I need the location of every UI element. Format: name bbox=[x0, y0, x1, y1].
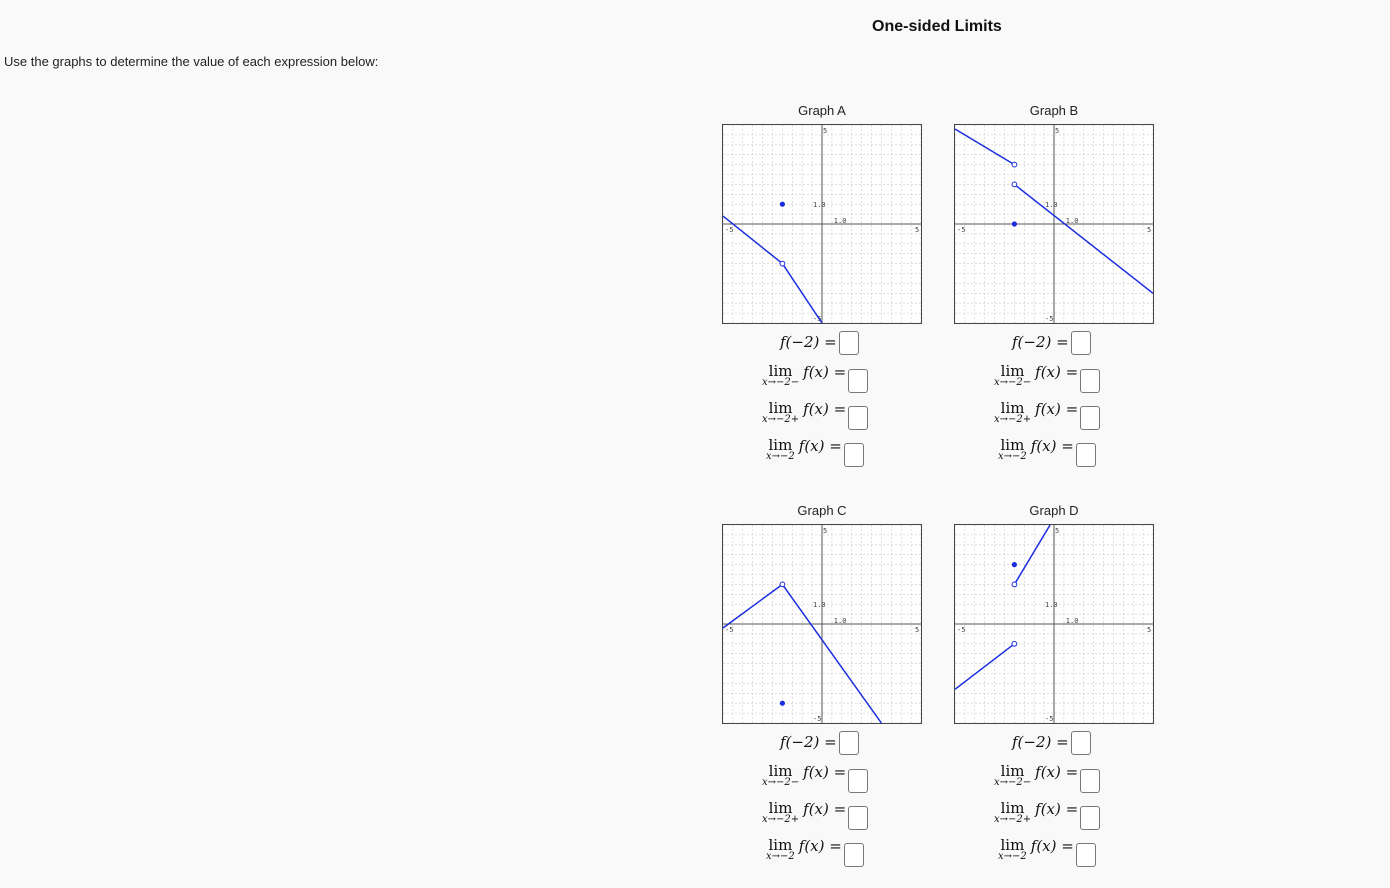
lim-subscript: x→−2 bbox=[998, 451, 1027, 462]
tick-label: -5 bbox=[1045, 315, 1054, 323]
function-expression: f(x) = bbox=[798, 837, 842, 855]
lim-operator bbox=[998, 837, 1027, 862]
lim-operator bbox=[762, 800, 799, 825]
tick-label: 1.0 bbox=[833, 617, 847, 625]
tick-label: -5 bbox=[813, 315, 822, 323]
function-expression: f(x) = bbox=[798, 437, 842, 455]
function-expression: f(−2) = bbox=[1012, 333, 1069, 351]
closed-point bbox=[1012, 562, 1017, 567]
tick-label: 5 bbox=[915, 626, 920, 634]
tick-label: 1.0 bbox=[813, 201, 826, 210]
lim-word: lim bbox=[768, 762, 793, 780]
graph-caption: Graph D bbox=[1029, 503, 1079, 518]
function-expression: f(x) = bbox=[1035, 800, 1079, 818]
function-expression: f(x) = bbox=[1030, 837, 1074, 855]
lim-operator bbox=[994, 363, 1031, 388]
lim-word: lim bbox=[768, 399, 793, 417]
lim-word: lim bbox=[1000, 762, 1025, 780]
open-point bbox=[1012, 641, 1017, 646]
closed-point bbox=[780, 701, 785, 706]
lim-word: lim bbox=[1000, 399, 1025, 417]
tick-label: 5 bbox=[823, 127, 828, 135]
tick-label: 1.0 bbox=[1045, 201, 1058, 210]
function-value-row bbox=[1012, 331, 1091, 355]
lim-subscript: x→−2 bbox=[766, 851, 795, 862]
answer-input[interactable] bbox=[844, 843, 864, 867]
answer-input[interactable] bbox=[1076, 843, 1096, 867]
limit-row bbox=[762, 400, 868, 430]
limit-row bbox=[766, 837, 864, 867]
graph-caption: Graph B bbox=[1029, 103, 1079, 118]
tick-label: -5 bbox=[1045, 715, 1054, 723]
lim-subscript: x→−2− bbox=[994, 777, 1032, 788]
answer-input[interactable] bbox=[1080, 406, 1100, 430]
answer-input[interactable] bbox=[848, 369, 868, 393]
tick-label: -5 bbox=[957, 626, 966, 634]
lim-word: lim bbox=[1000, 799, 1025, 817]
graph-svg bbox=[955, 125, 1153, 323]
graph-panel bbox=[954, 103, 1194, 473]
function-expression: f(x) = bbox=[1035, 763, 1079, 781]
answer-input[interactable] bbox=[848, 769, 868, 793]
lim-word: lim bbox=[768, 836, 793, 854]
curve-segment bbox=[1014, 184, 1153, 293]
function-expression: f(x) = bbox=[803, 363, 847, 381]
answer-input[interactable] bbox=[839, 331, 859, 355]
tick-label: 5 bbox=[823, 527, 828, 535]
function-expression: f(−2) = bbox=[780, 733, 837, 751]
function-value-row bbox=[780, 331, 859, 355]
limit-row bbox=[994, 400, 1100, 430]
function-expression: f(−2) = bbox=[780, 333, 837, 351]
answer-input[interactable] bbox=[839, 731, 859, 755]
tick-label: 1.0 bbox=[833, 217, 847, 225]
limit-row bbox=[994, 800, 1100, 830]
lim-operator bbox=[766, 837, 795, 862]
tick-label: 1.0 bbox=[1065, 617, 1079, 625]
graph-plot bbox=[954, 124, 1154, 324]
tick-label: 5 bbox=[1055, 127, 1060, 135]
tick-label: 1.0 bbox=[813, 601, 826, 610]
function-expression: f(x) = bbox=[1035, 400, 1079, 418]
lim-subscript: x→−2+ bbox=[994, 414, 1032, 425]
limit-row bbox=[998, 437, 1096, 467]
limit-row bbox=[766, 437, 864, 467]
open-point bbox=[1012, 182, 1017, 187]
graph-plot bbox=[722, 524, 922, 724]
function-expression: f(x) = bbox=[803, 800, 847, 818]
lim-subscript: x→−2+ bbox=[994, 814, 1032, 825]
open-point bbox=[780, 582, 785, 587]
open-point bbox=[780, 261, 785, 266]
lim-operator bbox=[762, 763, 799, 788]
limit-row bbox=[762, 763, 868, 793]
answer-input[interactable] bbox=[1076, 443, 1096, 467]
lim-subscript: x→−2− bbox=[994, 377, 1032, 388]
graph-panel bbox=[722, 103, 962, 473]
lim-subscript: x→−2+ bbox=[762, 814, 800, 825]
graph-plot bbox=[722, 124, 922, 324]
lim-subscript: x→−2− bbox=[762, 777, 800, 788]
instructions-text: Use the graphs to determine the value of each expression below: bbox=[4, 54, 379, 69]
answer-input[interactable] bbox=[844, 443, 864, 467]
answer-input[interactable] bbox=[1080, 806, 1100, 830]
lim-word: lim bbox=[1000, 836, 1025, 854]
lim-word: lim bbox=[768, 799, 793, 817]
limit-row bbox=[998, 837, 1096, 867]
lim-word: lim bbox=[1000, 436, 1025, 454]
curve-segment bbox=[723, 216, 782, 264]
lim-subscript: x→−2+ bbox=[762, 414, 800, 425]
function-expression: f(x) = bbox=[1030, 437, 1074, 455]
lim-subscript: x→−2 bbox=[998, 851, 1027, 862]
answer-input[interactable] bbox=[1080, 369, 1100, 393]
answer-input[interactable] bbox=[848, 806, 868, 830]
lim-operator bbox=[762, 363, 799, 388]
graph-svg bbox=[955, 525, 1153, 723]
lim-word: lim bbox=[768, 362, 793, 380]
limit-row bbox=[994, 763, 1100, 793]
lim-operator bbox=[762, 400, 799, 425]
page-title: One-sided Limits bbox=[872, 18, 1002, 35]
function-expression: f(x) = bbox=[803, 763, 847, 781]
closed-point bbox=[780, 202, 785, 207]
tick-label: -5 bbox=[725, 626, 734, 634]
lim-word: lim bbox=[1000, 362, 1025, 380]
function-expression: f(x) = bbox=[1035, 363, 1079, 381]
graph-caption: Graph A bbox=[798, 103, 846, 118]
tick-label: 1.0 bbox=[1045, 601, 1058, 610]
answer-input[interactable] bbox=[848, 406, 868, 430]
open-point bbox=[1012, 162, 1017, 167]
tick-label: 5 bbox=[1147, 226, 1152, 234]
limit-row bbox=[994, 363, 1100, 393]
tick-label: 1.0 bbox=[1065, 217, 1079, 225]
graph-panel bbox=[954, 503, 1194, 873]
function-value-row bbox=[780, 731, 859, 755]
lim-operator bbox=[766, 437, 795, 462]
function-value-row bbox=[1012, 731, 1091, 755]
tick-label: 5 bbox=[1147, 626, 1152, 634]
answer-input[interactable] bbox=[1080, 769, 1100, 793]
function-expression: f(−2) = bbox=[1012, 733, 1069, 751]
lim-operator bbox=[994, 763, 1031, 788]
answer-input[interactable] bbox=[1071, 331, 1091, 355]
lim-operator bbox=[998, 437, 1027, 462]
lim-subscript: x→−2 bbox=[766, 451, 795, 462]
limit-row bbox=[762, 800, 868, 830]
closed-point bbox=[1012, 221, 1017, 226]
open-point bbox=[1012, 582, 1017, 587]
tick-label: 5 bbox=[915, 226, 920, 234]
function-expression: f(x) = bbox=[803, 400, 847, 418]
graph-plot bbox=[954, 524, 1154, 724]
graph-svg bbox=[723, 525, 921, 723]
answer-input[interactable] bbox=[1071, 731, 1091, 755]
graph-panel bbox=[722, 503, 962, 873]
tick-label: -5 bbox=[957, 226, 966, 234]
lim-word: lim bbox=[768, 436, 793, 454]
tick-label: -5 bbox=[813, 715, 822, 723]
tick-label: 5 bbox=[1055, 527, 1060, 535]
tick-label: -5 bbox=[725, 226, 734, 234]
limit-row bbox=[762, 363, 868, 393]
lim-subscript: x→−2− bbox=[762, 377, 800, 388]
lim-operator bbox=[994, 800, 1031, 825]
lim-operator bbox=[994, 400, 1031, 425]
graph-svg bbox=[723, 125, 921, 323]
graph-caption: Graph C bbox=[797, 503, 847, 518]
